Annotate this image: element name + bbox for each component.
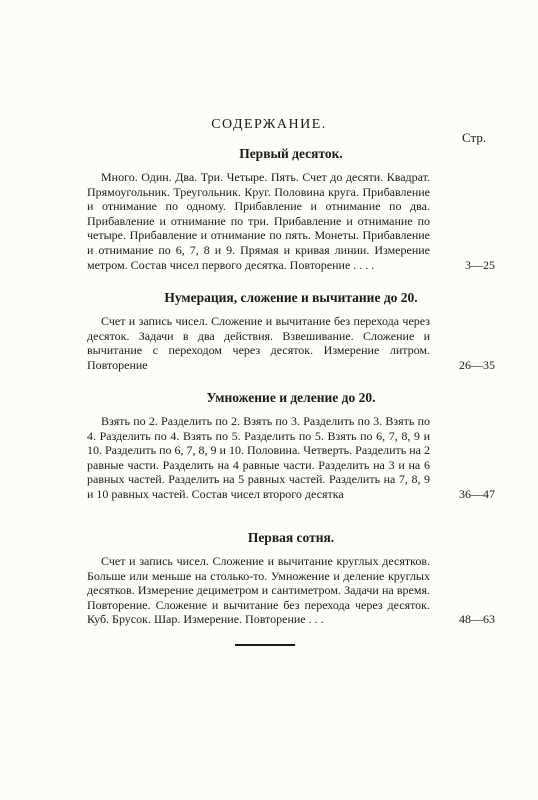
section-title: Умножение и деление до 20. [206, 390, 376, 405]
page-column-label: Стр. [462, 130, 487, 145]
end-divider [235, 644, 295, 646]
section-title: Нумерация, сложение и вычитание до 20. [164, 290, 418, 305]
section-first-hundred [87, 530, 495, 627]
section-pages: 36—47 [459, 486, 495, 501]
section-title: Первая сотня. [247, 530, 335, 545]
section-text: Счет и запись чисел. Сложение и вычитание круглых десятков. Больше или меньше на столько-то. Умножение и деление круглых десятков. Измерение дециметром и сантиметром. Задачи на время. Повторение. Сложение и вычитание без перехода через десяток. Куб. Брусок. Шар. Измерение. Повторение . . . [87, 554, 430, 627]
section-numeration-to-20 [87, 290, 495, 372]
section-pages: 48—63 [459, 612, 495, 627]
section-title: Первый десяток. [239, 146, 343, 161]
contents-heading: СОДЕРЖАНИЕ. [211, 117, 327, 132]
section-text: Взять по 2. Разделить по 2. Взять по 3. Разделить по 3. Взять по 4. Разделить по 4. Взять по 5. Разделить по 5. Взять по 6, 7, 8, 9 и 10. Разделить по 6, 7, 8, 9 и 10. Половина. Четверть. Разделить на 2 равные части. Разделить на 4 равные части. Разделить на 3 и на 6 равных частей. Разделить на 5 равных частей. Разделить на 7, 8, 9 и 10 равных частей. Состав чисел второго десятка [87, 414, 430, 501]
section-text: Счет и запись чисел. Сложение и вычитание без перехода через десяток. Задачи в два действия. Взвешивание. Сложение и вычитание с переходом через десяток. Измерение литром. Повторение [87, 314, 430, 372]
section-pages: 3—25 [465, 257, 495, 272]
section-text: Много. Один. Два. Три. Четыре. Пять. Счет до десяти. Квадрат. Прямоугольник. Треугольник. Круг. Половина круга. Прибавление и отнимание по одному. Прибавление и отнимание по два. Прибавление и отнимание по три. Прибавление и отнимание по четыре. Прибавление и отнимание по пять. Монеты. Прибавление и отнимание по 6, 7, 8 и 9. Прямая и кривая линии. Измерение метром. Состав чисел первого десятка. Повторение . . . . [87, 170, 430, 272]
section-multiplication-to-20 [87, 390, 495, 502]
section-pages: 26—35 [459, 357, 495, 372]
section-first-ten [87, 146, 495, 272]
